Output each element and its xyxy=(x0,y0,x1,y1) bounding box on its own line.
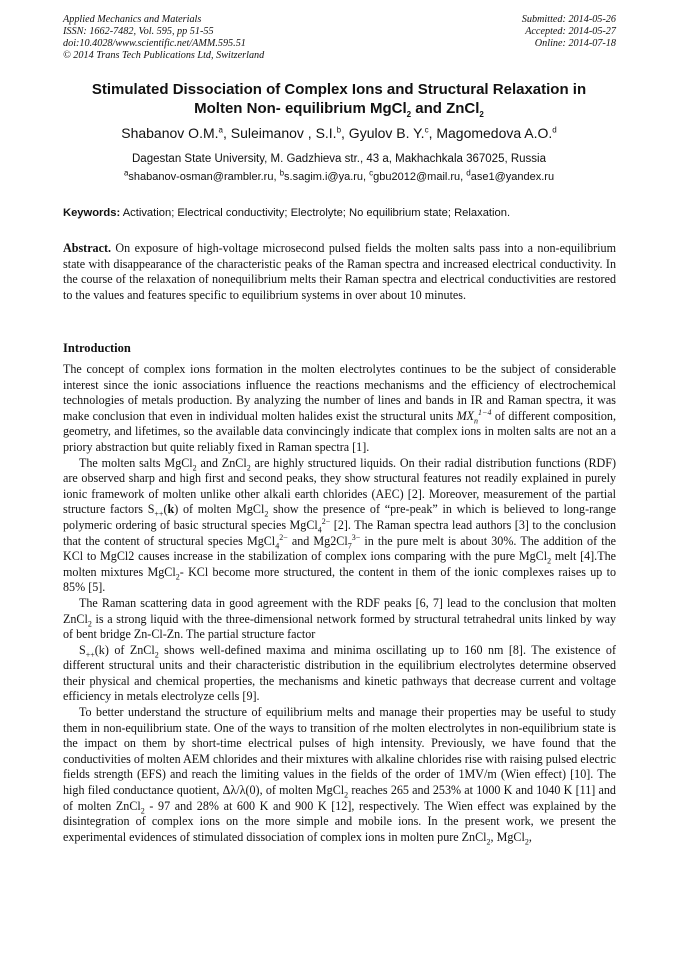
author-name: , Gyulov B. Y. xyxy=(341,125,425,141)
subscript: 2 xyxy=(547,556,552,566)
text: and Mg2Cl xyxy=(287,533,348,548)
section-heading-introduction: Introduction xyxy=(63,341,131,355)
paragraph-4 xyxy=(63,643,616,705)
subscript: 2 xyxy=(524,837,529,847)
text: , MgCl xyxy=(490,829,525,844)
title-part: and ZnCl xyxy=(411,100,480,117)
affiliation: Dagestan State University, M. Gadzhieva str., 43 a, Makhachkala 367025, Russia xyxy=(132,153,546,165)
dates-header xyxy=(522,14,616,50)
author-mark: b xyxy=(336,125,342,135)
abstract-label: Abstract. xyxy=(63,241,112,255)
superscript: 3− xyxy=(351,532,361,542)
text: melt [4].The molten mixtures MgCl xyxy=(63,549,617,579)
paragraph-1 xyxy=(63,362,616,456)
journal-name: Applied Mechanics and Materials xyxy=(63,14,202,25)
email-list xyxy=(30,170,648,184)
subscript: 4 xyxy=(317,525,322,535)
subscript: n xyxy=(474,416,479,426)
text: ) of molten MgCl xyxy=(174,502,265,517)
email-mark: d xyxy=(466,168,471,178)
paragraph-5 xyxy=(63,705,616,845)
subscript: 2 xyxy=(175,572,180,582)
subscript: 7 xyxy=(347,540,352,550)
superscript: 1−4 xyxy=(478,407,492,417)
text: [2]. The Raman spectra lead authors [3] to the conclusion that the content of structural species MgCl xyxy=(63,517,616,548)
author-name: , Magomedova A.O. xyxy=(428,125,553,141)
subscript: 2 xyxy=(154,650,159,660)
subscript: 4 xyxy=(275,540,280,550)
author-list xyxy=(30,124,648,142)
issn-line: ISSN: 1662-7482, Vol. 595, pp 51-55 xyxy=(63,26,214,37)
keywords xyxy=(63,206,618,220)
text: ( xyxy=(163,502,168,517)
superscript: 2− xyxy=(279,532,288,542)
abstract xyxy=(63,241,616,303)
text: is a strong liquid with the three-dimensional network formed by structural tetrahedral units linked by way of bent bridge Zn-Cl-Zn. The partial structure factor xyxy=(63,611,616,642)
title-line-1: Stimulated Dissociation of Complex Ions and Structural Relaxation in xyxy=(91,81,587,98)
online-date: Online: 2014-07-18 xyxy=(534,38,616,49)
copyright-line: © 2014 Trans Tech Publications Ltd, Switzerland xyxy=(63,50,265,61)
text: To better understand the structure of equilibrium melts and manage their properties may be useful to study them in non-equilibrium state. One of the ways to transition of rhe molten electrolytes in non-equilibrium state is the impact on them by short-time electrical pulses of high intensity. Previously, we have found that the conductivities of molten AEM chlorides and their mixtures with alkaline chlorides rise with raising pulsed electric fields strength (EFS) and reach the limiting values in the fields of the order of 1MV/m (Wien effect) [10]. The high filed conductance quotient, Δλ/λ(0), of molten MgCl xyxy=(63,705,616,798)
text: - KCl become more structured, the content in them of the ionic complexes raises up to 85% [5]. xyxy=(63,564,617,595)
email: s.sagim.i@ya.ru, xyxy=(284,171,370,183)
subscript: 2 xyxy=(406,110,412,119)
subscript: 2 xyxy=(87,618,92,628)
text: shows well-defined maxima and minima oscillating up to 160 nm [8]. The existence of different structural units and their characteristic distribution in the equilibrium electrolytes determine observed their physical and chemical properties, the mechanisms and kinetic pathways that decrease current and voltage efficiency in metals electrolyze cells [9]. xyxy=(63,642,616,704)
email-mark: b xyxy=(279,168,285,178)
subscript: 2 xyxy=(192,462,197,472)
text: The molten salts MgCl xyxy=(79,455,193,470)
email-mark: c xyxy=(369,168,374,178)
text: The concept of complex ions formation in the molten electrolytes continues to be the subject of considerable interest since the ionic associations influence the reactions mechanisms and the efficiency of electrochemical technologies of metals production. By analyzing the number of lines and bands in IR and Raman spectra, it was make conclusion that even in individual molten halides exist the structural units xyxy=(63,362,616,423)
title-part: Molten Non- equilibrium MgCl xyxy=(194,100,407,117)
text: of different composition, geometry, and lifetimes, so the available data convincingly indicate that complex ions in molten salts are not an a priory abstraction but quite reliably fixed in Raman spectra [1]. xyxy=(63,408,616,454)
text: and ZnCl xyxy=(196,455,247,470)
text: reaches 265 and 253% at 1000 K and 1040 K [11] and of molten ZnCl xyxy=(63,783,616,813)
text: - 97 and 28% at 600 K and 900 K [12], respectively. The Wien effect was explained by the disintegration of complex ions on the more simple and mobile ions. In the present work, we present the experimental evidences of stimulated dissociation of complex ions in molten pure ZnCl xyxy=(63,798,617,844)
abstract-text: On exposure of high-voltage microsecond pulsed fields the molten salts pass into a non-equilibrium state with disappearance of the characteristic peaks of the Raman spectra and increased electrical conductivity. In the course of the relaxation of nonequilibrium melts their Raman spectra and electrical conductivities are restored to the values and features specific to equilibrium systems in over about 10 minutes. xyxy=(63,241,616,302)
text: S xyxy=(79,642,86,657)
text: are highly structured liquids. On their radial distribution functions (RDF) are observed sharp and high first and second peaks, they show structural features not readily explained in purely ionic framework of molten unlike other alkali earth chlorides (AEC) [2]. Moreover, measurement of the partial structure factors S xyxy=(63,455,616,517)
text: , xyxy=(528,829,532,844)
title-line-2 xyxy=(40,99,638,118)
author-mark: d xyxy=(552,125,557,135)
author-mark: a xyxy=(218,125,223,135)
text: in the pure melt is about 30%. The addition of the KCl to MgCl2 causes increase in the stabilization of complex ions comparing with the pure MgCl xyxy=(63,533,616,564)
author-mark: c xyxy=(424,125,429,135)
email: shabanov-osman@rambler.ru, xyxy=(128,171,280,183)
paragraph-2 xyxy=(63,456,616,596)
subscript: 2 xyxy=(344,790,349,800)
subscript: ++ xyxy=(85,650,95,660)
subscript: 2 xyxy=(140,806,145,816)
formula xyxy=(456,407,492,426)
subscript: ++ xyxy=(154,509,164,519)
submitted-date: Submitted: 2014-05-26 xyxy=(521,14,616,25)
text: show the presence of “pre-peak” in which is believed to long-range polymeric ordering of basic structural species MgCl xyxy=(63,502,616,532)
paragraph-3 xyxy=(63,596,616,643)
author-name: , Suleimanov , S.I. xyxy=(222,125,337,141)
subscript: 2 xyxy=(486,837,491,847)
email-mark: a xyxy=(123,168,129,178)
superscript: 2− xyxy=(321,516,331,526)
introduction-body xyxy=(63,362,616,845)
subscript: 2 xyxy=(246,462,251,472)
text: The Raman scattering data in good agreement with the RDF peaks [6, 7] lead to the conclusion that molten ZnCl xyxy=(63,595,616,626)
doi-line: doi:10.4028/www.scientific.net/AMM.595.51 xyxy=(63,38,246,49)
subscript: 2 xyxy=(264,509,269,519)
email: gbu2012@mail.ru, xyxy=(373,171,467,183)
journal-header xyxy=(63,14,264,62)
keywords-text: Activation; Electrical conductivity; Electrolyte; No equilibrium state; Relaxation. xyxy=(120,207,511,219)
text-bold: k xyxy=(167,502,175,517)
accepted-date: Accepted: 2014-05-27 xyxy=(525,26,616,37)
paper-title xyxy=(40,80,638,118)
formula-base: MX xyxy=(456,408,475,423)
text: (k) of ZnCl xyxy=(94,642,155,657)
subscript: 2 xyxy=(479,110,484,119)
keywords-label: Keywords: xyxy=(63,207,121,219)
author-name: Shabanov O.M. xyxy=(121,125,219,141)
email: ase1@yandex.ru xyxy=(470,171,555,183)
